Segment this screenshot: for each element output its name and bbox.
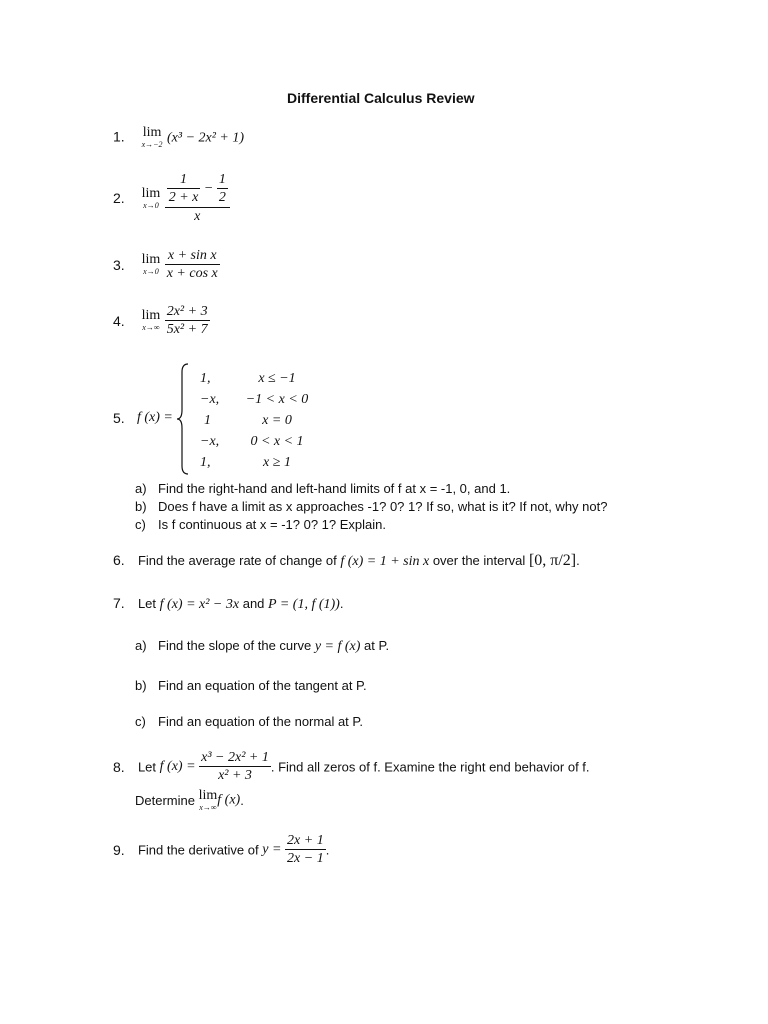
numerator: 2x² + 3 [165,304,210,321]
problem-9: 9. Find the derivative of y = $\frac{2x + 1}{2x - 1}$ . [113,833,330,867]
inner-numerator-1: 1 [167,172,201,189]
problem-number: 6. [113,552,125,568]
problem-number: 2. [113,190,125,207]
limit-operator: lim x→0 [141,185,161,210]
sub-question: a) Find the slope of the curve y = f (x) at P. [135,638,390,654]
fraction [165,248,220,282]
problem-8-determine: Determine lim x→∞ f (x). [135,788,244,812]
case-row: 1, x ≥ 1 [200,455,291,470]
inner-denominator-2: 2 [218,190,226,206]
problem-8: 8. Let f (x) = $\frac{\text{x³ − 2x² + 1}}{\text{x² + 3}}$ . Find all zeros of f. Examine the right end behavior of f. [113,750,590,784]
problem-1 [113,126,244,149]
sub-question: c) Find an equation of the normal at P. [135,714,364,729]
page-title: Differential Calculus Review [287,90,475,106]
sub-question: b) Find an equation of the tangent at P. [135,678,367,693]
fraction [199,750,271,784]
denominator: 2x − 1 [287,851,324,867]
problem-2 [113,172,230,224]
limit-operator: lim x→0 [141,252,161,277]
problem-6: 6. Find the average rate of change of f (x) = 1 + sin x over the interval [0, π/2]. [113,552,580,569]
point-definition: P = (1, f (1)) [268,597,340,612]
limit-expression: (x³ − 2x² + 1) [167,130,245,146]
minus-sign: − [203,181,214,197]
function-expression: f (x) = 1 + sin x [340,554,430,569]
numerator: x + sin x [165,248,220,265]
limit-operator: lim x→∞ [198,788,218,812]
outer-denominator: x [194,208,201,224]
problem-5-parts [135,480,607,534]
question-text: Find the average rate of change of [137,553,337,568]
function-definition: f (x) = x² − 3x [159,597,240,612]
denominator: x + cos x [166,266,218,282]
problem-number: 3. [113,256,125,273]
sub-question: b) Does f have a limit as x approaches -1? 0? 1? If so, what is it? If not, why not? [135,499,608,514]
limit-operator: lim x→−2 [141,125,163,149]
problem-number: 7. [113,595,125,611]
function-label: f (x) = [159,758,196,774]
question-text: . Find all zeros of f. Examine the right end behavior of f. [270,759,590,775]
case-row: −x, −1 < x < 0 [200,392,309,407]
sub-question: a) Find the right-hand and left-hand limits of f at x = -1, 0, and 1. [135,481,511,496]
left-brace-icon [176,362,190,476]
problem-7: 7. Let f (x) = x² − 3x and P = (1, f (1)). [113,595,344,612]
numerator: x³ − 2x² + 1 [199,750,271,767]
problem-number: 5. [113,410,125,426]
problem-number: 4. [113,312,125,329]
case-row: −x, 0 < x < 1 [200,434,304,449]
case-row: 1 x = 0 [204,413,292,428]
compound-fraction [165,172,230,224]
problem-number: 1. [113,128,125,145]
sub-question: c) Is f continuous at x = -1? 0? 1? Explain. [135,517,387,532]
inner-denominator-1: 2 + x [168,190,199,206]
question-text: over the interval [432,553,526,568]
question-text: Find the derivative of [137,842,259,858]
inner-numerator-2: 1 [217,172,228,189]
limit-operator: lim x→∞ [141,308,161,333]
problem-number: 9. [113,841,125,858]
fraction [285,833,326,867]
denominator: x² + 3 [218,768,252,784]
piecewise-cases [200,368,312,473]
case-row: 1, x ≤ −1 [200,371,296,386]
interval: [0, π/2] [528,552,577,569]
numerator: 2x + 1 [285,833,326,850]
denominator: 5x² + 7 [166,322,208,338]
problem-4 [113,304,210,338]
problem-number: 8. [113,758,125,775]
fraction [165,304,210,338]
piecewise-function-label: f (x) = [137,410,173,425]
problem-3 [113,248,220,282]
